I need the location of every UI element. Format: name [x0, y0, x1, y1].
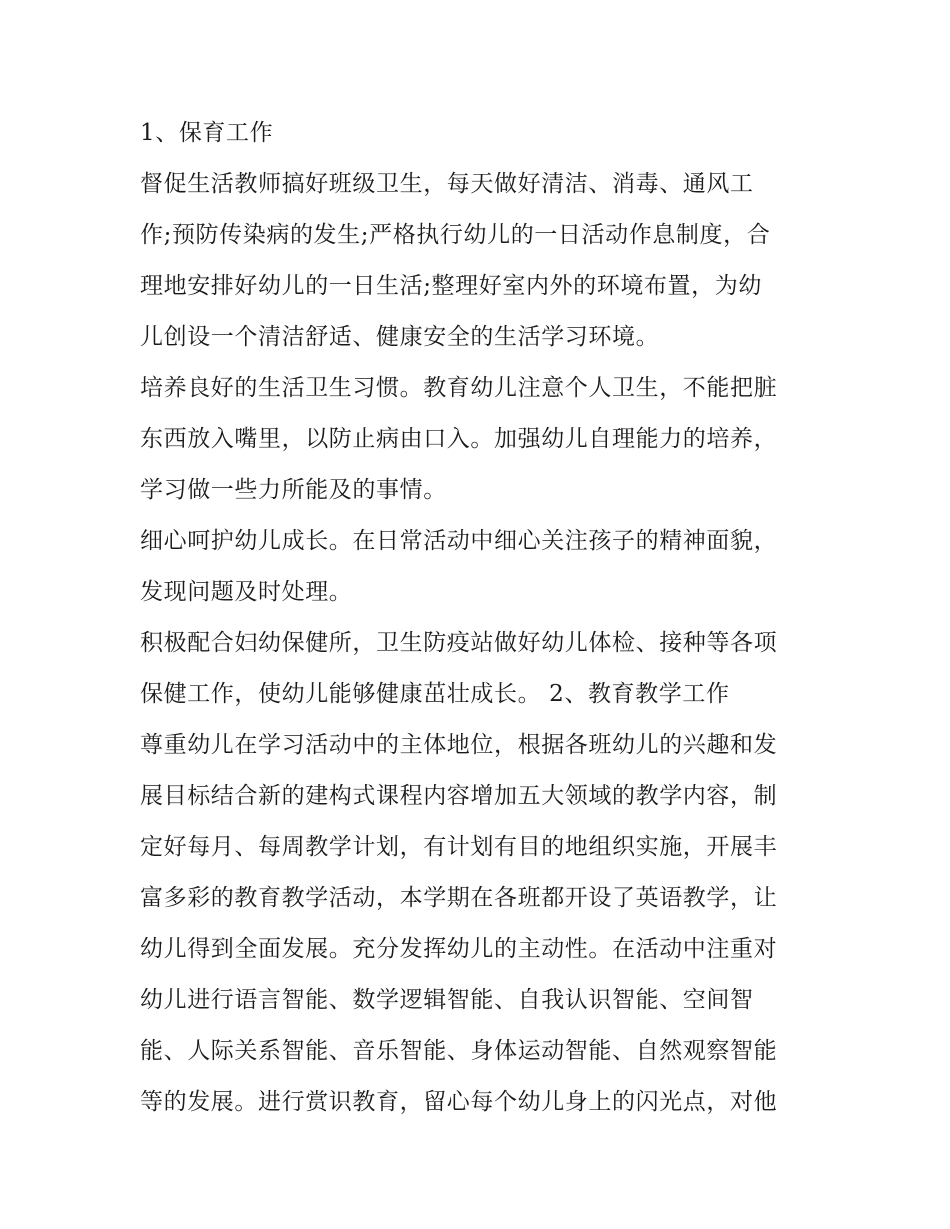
- text-line: 幼儿得到全面发展。充分发挥幼儿的主动性。在活动中注重对: [140, 936, 778, 962]
- section-heading-childcare: 1、保育工作: [140, 120, 274, 146]
- text-line: 儿创设一个清洁舒适、健康安全的生活学习环境。: [140, 324, 660, 350]
- text-line: 等的发展。进行赏识教育，留心每个幼儿身上的闪光点，对他: [140, 1089, 778, 1115]
- text-line: 细心呵护幼儿成长。在日常活动中细心关注孩子的精神面貌，: [140, 528, 778, 554]
- text-line: 督促生活教师搞好班级卫生，每天做好清洁、消毒、通风工: [140, 171, 754, 197]
- text-line: 东西放入嘴里，以防止病由口入。加强幼儿自理能力的培养，: [140, 426, 778, 452]
- text-line: 能、人际关系智能、音乐智能、身体运动智能、自然观察智能: [140, 1038, 778, 1064]
- text-line: 培养良好的生活卫生习惯。教育幼儿注意个人卫生，不能把脏: [140, 375, 778, 401]
- text-line: 学习做一些力所能及的事情。: [140, 477, 447, 503]
- text-line: 作;预防传染病的发生;严格执行幼儿的一日活动作息制度，合: [140, 222, 771, 248]
- text-line: 保健工作，使幼儿能够健康茁壮成长。 2、教育教学工作: [140, 681, 730, 707]
- text-line: 幼儿进行语言智能、数学逻辑智能、自我认识智能、空间智: [140, 987, 754, 1013]
- text-line: 积极配合妇幼保健所，卫生防疫站做好幼儿体检、接种等各项: [140, 630, 778, 656]
- text-line: 富多彩的教育教学活动，本学期在各班都开设了英语教学，让: [140, 885, 778, 911]
- text-line: 定好每月、每周教学计划，有计划有目的地组织实施，开展丰: [140, 834, 778, 860]
- text-line: 理地安排好幼儿的一日生活;整理好室内外的环境布置，为幼: [140, 273, 762, 299]
- document-body: [140, 108, 820, 1128]
- text-line: 展目标结合新的建构式课程内容增加五大领域的教学内容，制: [140, 783, 778, 809]
- text-line: 发现问题及时处理。: [140, 579, 353, 605]
- text-line: 尊重幼儿在学习活动中的主体地位，根据各班幼儿的兴趣和发: [140, 732, 778, 758]
